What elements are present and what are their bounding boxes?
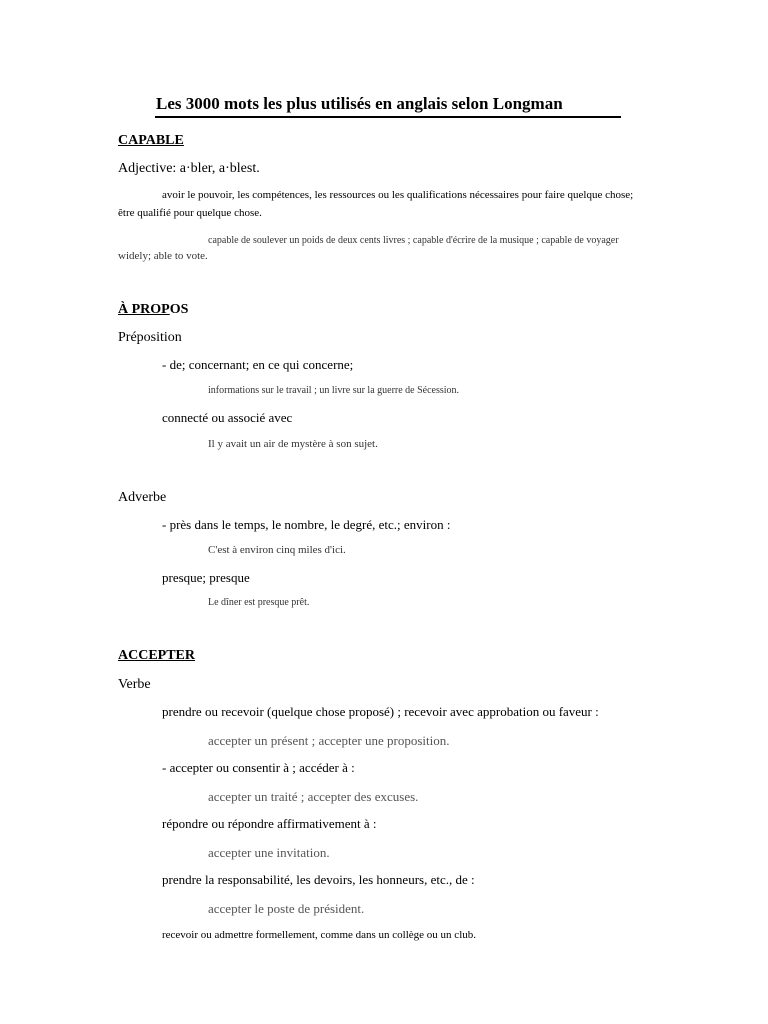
example-continuation: widely; able to vote. (118, 250, 208, 262)
example: informations sur le travail ; un livre sur la guerre de Sécession. (208, 385, 460, 396)
definition: répondre ou répondre affirmativement à : (162, 816, 377, 831)
definition: recevoir ou admettre formellement, comme dans un collège ou un club. (162, 929, 476, 941)
definition: connecté ou associé avec (162, 410, 293, 425)
definition: prendre ou recevoir (quelque chose proposé) ; recevoir avec approbation ou faveur : (162, 704, 599, 719)
entry-heading-apropos (118, 302, 188, 318)
definition: - accepter ou consentir à ; accéder à : (162, 760, 355, 775)
definition: - près dans le temps, le nombre, le degré, etc.; environ : (162, 517, 451, 532)
title-underline (155, 116, 621, 118)
heading-underlined: À PROP (118, 302, 170, 317)
definition: - de; concernant; en ce qui concerne; (162, 357, 354, 372)
heading-underlined: ACCEPTER (118, 648, 196, 663)
entry-heading-capable (118, 133, 184, 149)
part-of-speech: Adverbe (118, 490, 167, 505)
example: accepter le poste de président. (208, 901, 365, 916)
page-title: Les 3000 mots les plus utilisés en anglais selon Longman (156, 94, 563, 113)
definition: avoir le pouvoir, les compétences, les ressources ou les qualifications nécessaires pour faire quelque chose; (162, 189, 634, 201)
example: C'est à environ cinq miles d'ici. (208, 544, 346, 556)
example: accepter un traité ; accepter des excuses. (208, 789, 419, 804)
entry-heading-accepter (118, 648, 195, 664)
heading-underlined: CAPABLE (118, 133, 184, 148)
example: capable de soulever un poids de deux cents livres ; capable d'écrire de la musique ; capable de voyager (208, 235, 619, 246)
example: accepter un présent ; accepter une proposition. (208, 733, 450, 748)
heading-rest: OS (169, 302, 189, 317)
part-of-speech: Adjective: a·bler, a·blest. (118, 161, 260, 176)
example: accepter une invitation. (208, 845, 330, 860)
part-of-speech: Verbe (118, 677, 151, 692)
example: Il y avait un air de mystère à son sujet. (208, 438, 378, 450)
definition: prendre la responsabilité, les devoirs, les honneurs, etc., de : (162, 872, 475, 887)
part-of-speech: Préposition (118, 330, 182, 345)
definition-continuation: être qualifié pour quelque chose. (118, 207, 262, 219)
example: Le dîner est presque prêt. (208, 597, 310, 608)
definition: presque; presque (162, 570, 250, 585)
